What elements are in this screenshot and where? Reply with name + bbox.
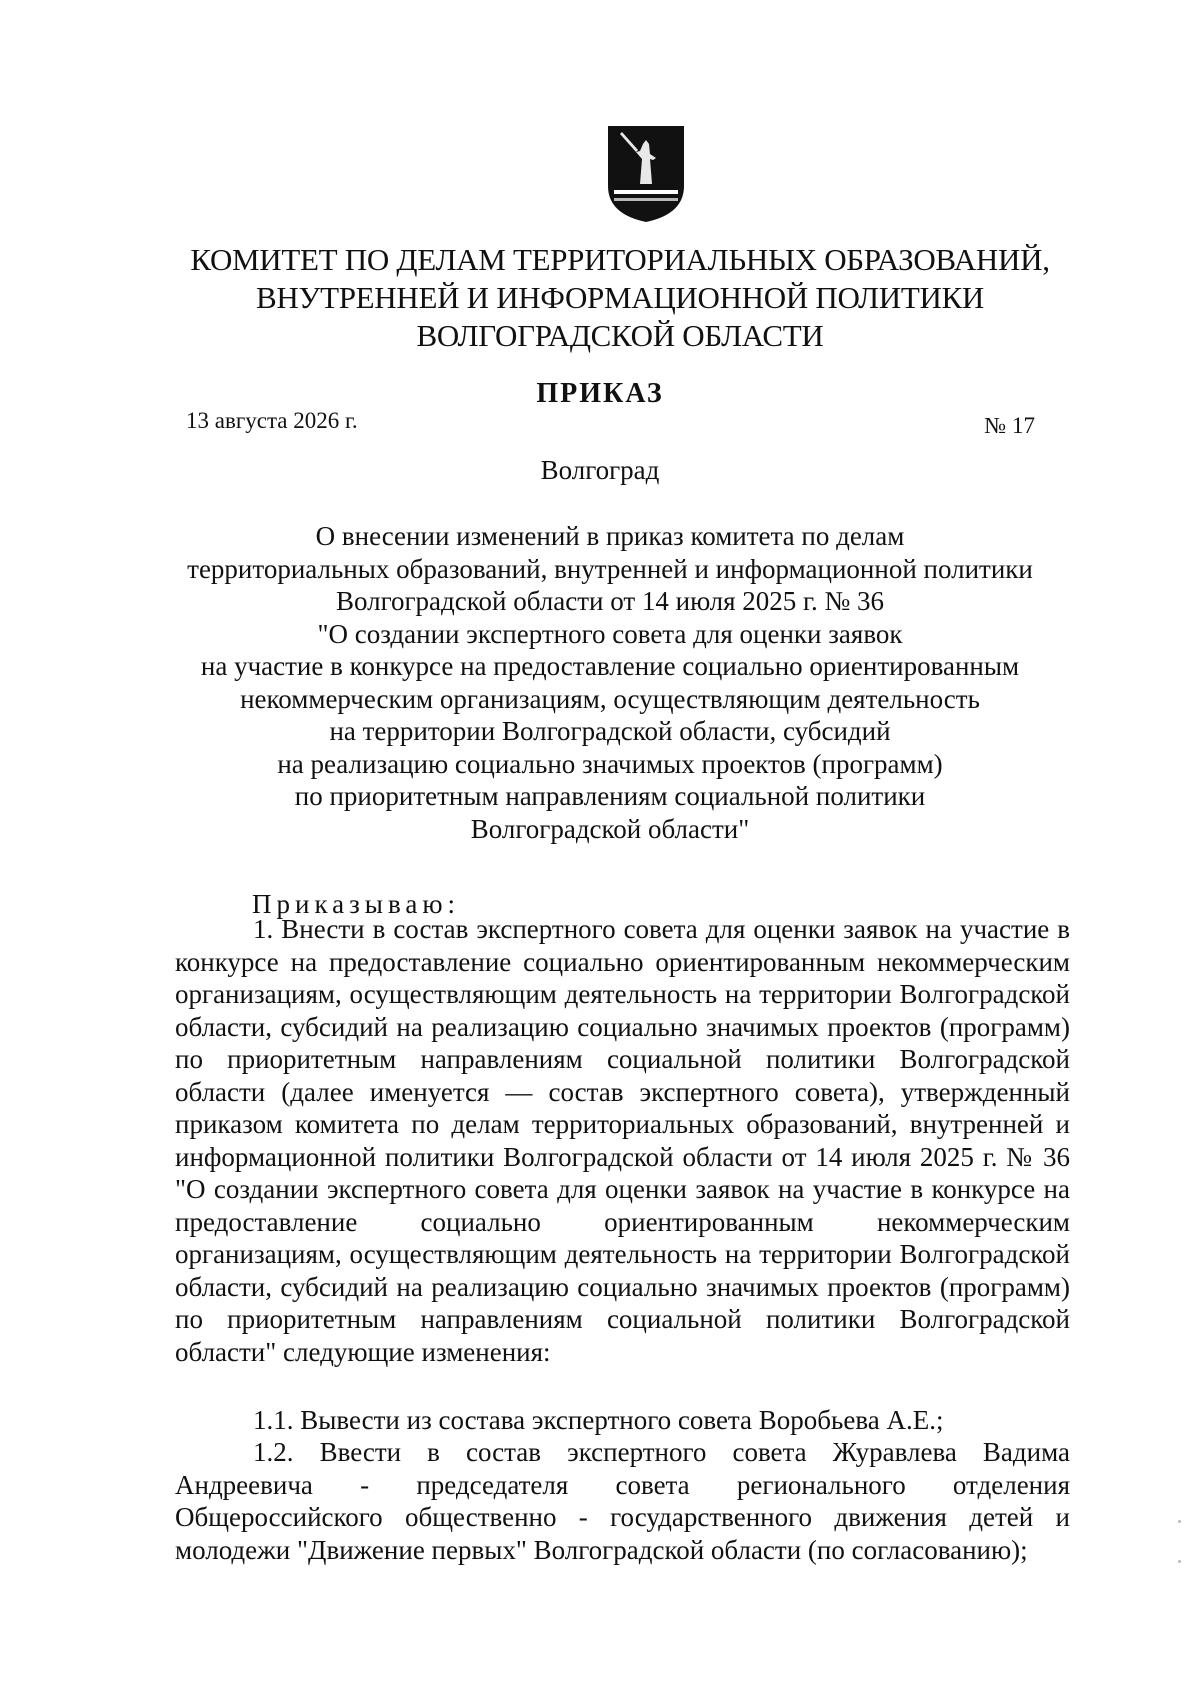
subject-line: по приоритетным направлениям социальной политики [294, 781, 926, 811]
committee-line-1: КОМИТЕТ ПО ДЕЛАМ ТЕРРИТОРИАЛЬНЫХ ОБРАЗОВАНИЙ, [190, 242, 1050, 277]
subject-line: О внесении изменений в приказ комитета по делам [315, 521, 905, 551]
order-subject [150, 520, 1070, 845]
subject-line: на реализацию социально значимых проектов (программ) [277, 748, 943, 779]
coat-of-arms-icon [606, 124, 686, 224]
order-title: ПРИКАЗ [536, 378, 664, 409]
order-number: № 17 [984, 413, 1035, 438]
subject-line: территориальных образований, внутренней и информационной политики [187, 553, 1033, 584]
subject-line: "О создании экспертного совета для оценки заявок [317, 618, 903, 649]
order-item-1-2: 1.2. Ввести в состав экспертного совета Журавлева Вадима Андреевича - председателя совета регионального отделения Общероссийского общественно - государственного движения детей и молодежи "Движение первых" Волгоградской области (по согласованию); [175, 1437, 1070, 1565]
subject-line: некоммерческим организациям, осуществляющим деятельность [240, 683, 980, 714]
prikazyvayu-heading: Приказываю: [252, 889, 460, 919]
subject-line: Волгоградской области от 14 июля 2025 г. № 36 [335, 586, 885, 616]
subject-line: на участие в конкурсе на предоставление социально ориентированным [200, 651, 1020, 681]
committee-name [160, 241, 1080, 355]
order-item-1-1: 1.1. Вывести из состава экспертного совета Воробьева А.Е.; [253, 1405, 944, 1435]
scan-artifact [1178, 1560, 1181, 1563]
subject-line: на территории Волгоградской области, субсидий [329, 716, 891, 746]
order-item-1: 1. Внести в состав экспертного совета для оценки заявок на участие в конкурсе на предоставление социально ориентированным некоммерческим организациям, осуществляющим деятельность на территории Волгоградской области, субсидий на реализацию социально значимых проектов (программ) по приоритетным направлениям социальной политики Волгоградской области (далее именуется — состав экспертного совета), утвержденный приказом комитета по делам территориальных образований, внутренней и информационной политики Волгоградской области от 14 июля 2025 г. № 36 "О создании экспертного совета для оценки заявок на участие в конкурсе на предоставление социально ориентированным некоммерческим организациям, осуществляющим деятельность на территории Волгоградской области, субсидий на реализацию социально значимых проектов (программ) по приоритетным направлениям социальной политики Волгоградской области" следующие изменения: [175, 914, 1070, 1367]
subject-line: Волгоградской области" [470, 813, 750, 844]
order-city: Волгоград [540, 455, 660, 485]
scan-artifact [1178, 1520, 1181, 1523]
order-date: 13 августа 2026 г. [186, 408, 358, 433]
committee-line-3: ВОЛГОГРАДСКОЙ ОБЛАСТИ [416, 318, 824, 353]
committee-line-2: ВНУТРЕННЕЙ И ИНФОРМАЦИОННОЙ ПОЛИТИКИ [255, 280, 985, 315]
